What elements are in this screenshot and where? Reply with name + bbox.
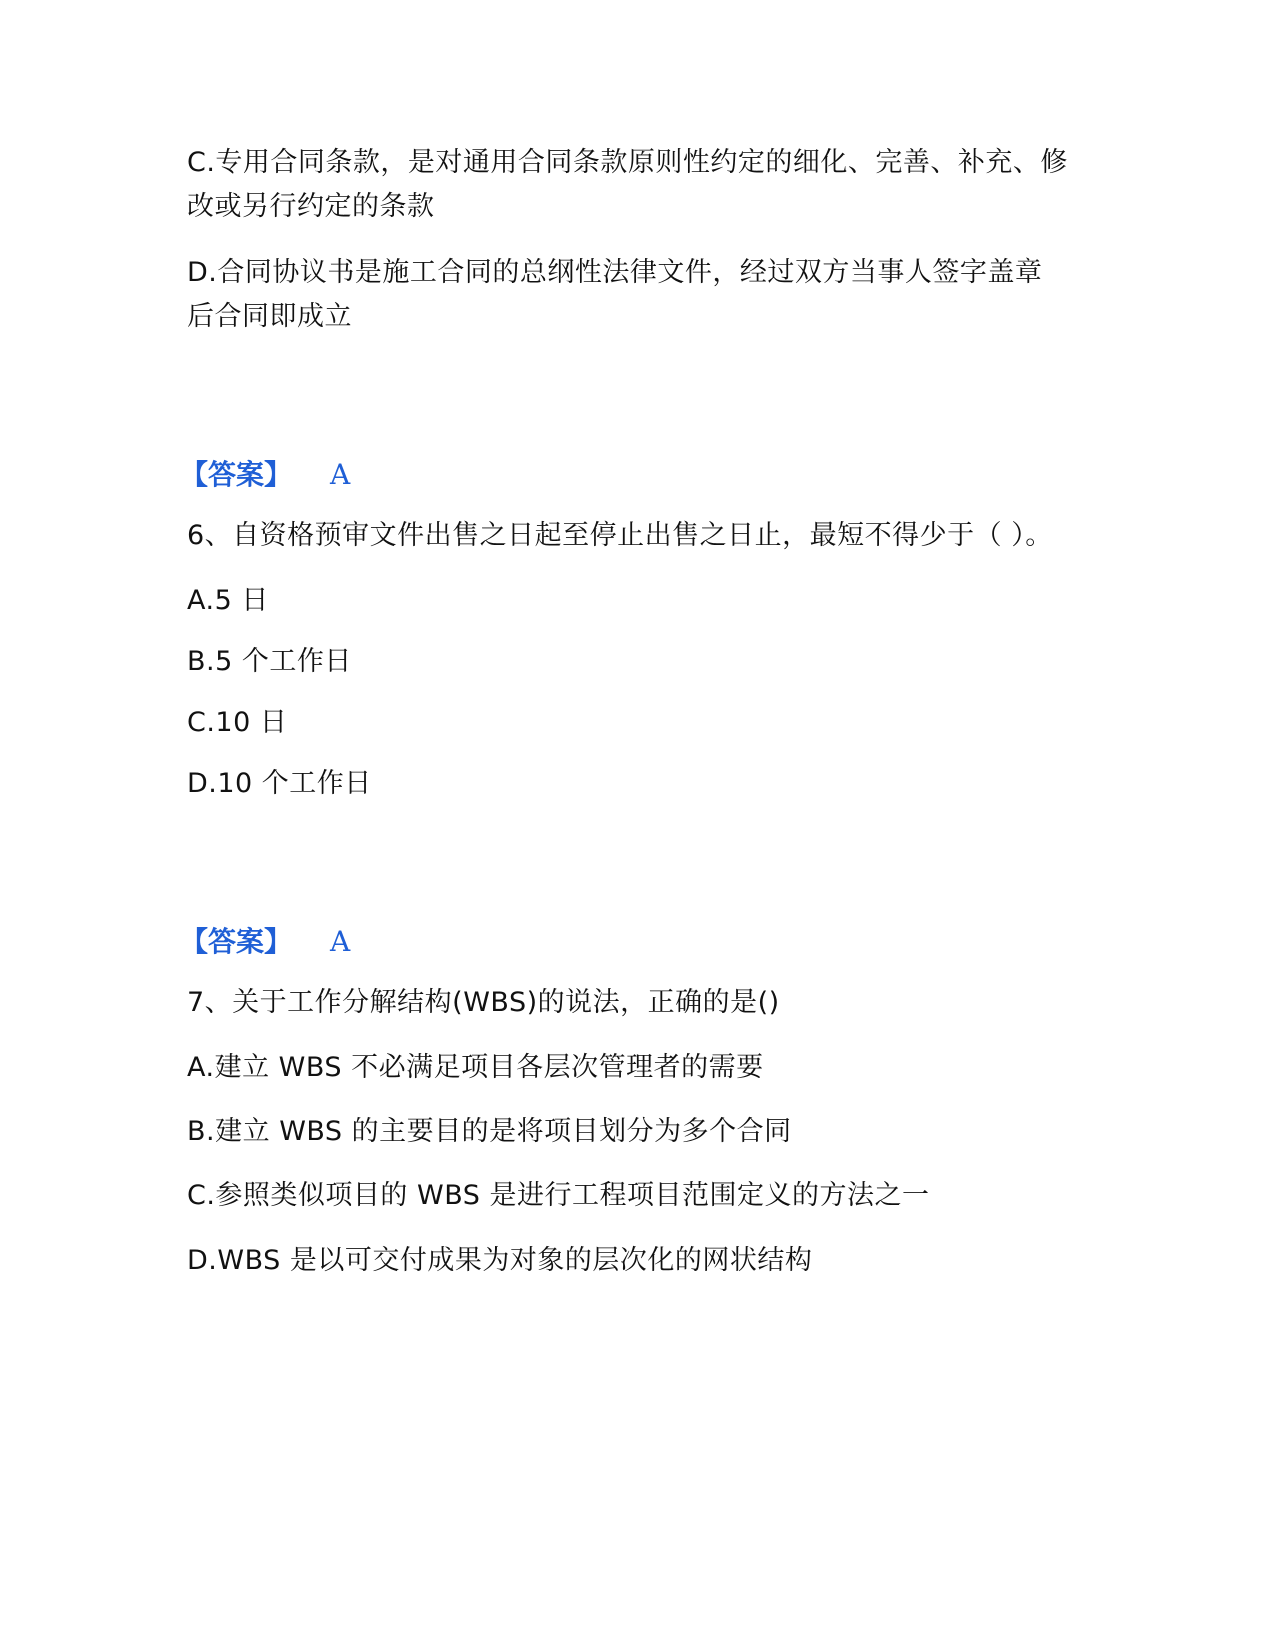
prev-option-d-line2: 后合同即成立 <box>187 301 352 332</box>
answer-6 <box>180 922 350 962</box>
question-6-option-c: C.10 日 <box>187 707 288 738</box>
question-7-option-d: D.WBS 是以可交付成果为对象的层次化的网状结构 <box>187 1245 813 1276</box>
answer-tag: 【答案】 <box>180 925 293 958</box>
prev-option-c-line1: C.专用合同条款，是对通用合同条款原则性约定的细化、完善、补充、修 <box>187 147 1068 178</box>
question-7-option-a: A.建立 WBS 不必满足项目各层次管理者的需要 <box>187 1052 764 1083</box>
question-6-option-a: A.5 日 <box>187 585 269 616</box>
question-7-option-c: C.参照类似项目的 WBS 是进行工程项目范围定义的方法之一 <box>187 1180 930 1211</box>
question-6-stem: 6、自资格预审文件出售之日起至停止出售之日止，最短不得少于（ ）。 <box>187 520 1053 551</box>
question-6-option-b: B.5 个工作日 <box>187 646 352 677</box>
answer-value: A <box>330 925 351 958</box>
question-7-stem: 7、关于工作分解结构(WBS)的说法，正确的是() <box>187 987 780 1018</box>
prev-option-c-line2: 改或另行约定的条款 <box>187 191 435 222</box>
prev-option-d-line1: D.合同协议书是施工合同的总纲性法律文件，经过双方当事人签字盖章 <box>187 257 1043 288</box>
question-7-option-b: B.建立 WBS 的主要目的是将项目划分为多个合同 <box>187 1116 792 1147</box>
answer-value: A <box>330 458 351 491</box>
answer-5 <box>180 455 350 495</box>
answer-tag: 【答案】 <box>180 458 293 491</box>
question-6-option-d: D.10 个工作日 <box>187 768 372 799</box>
